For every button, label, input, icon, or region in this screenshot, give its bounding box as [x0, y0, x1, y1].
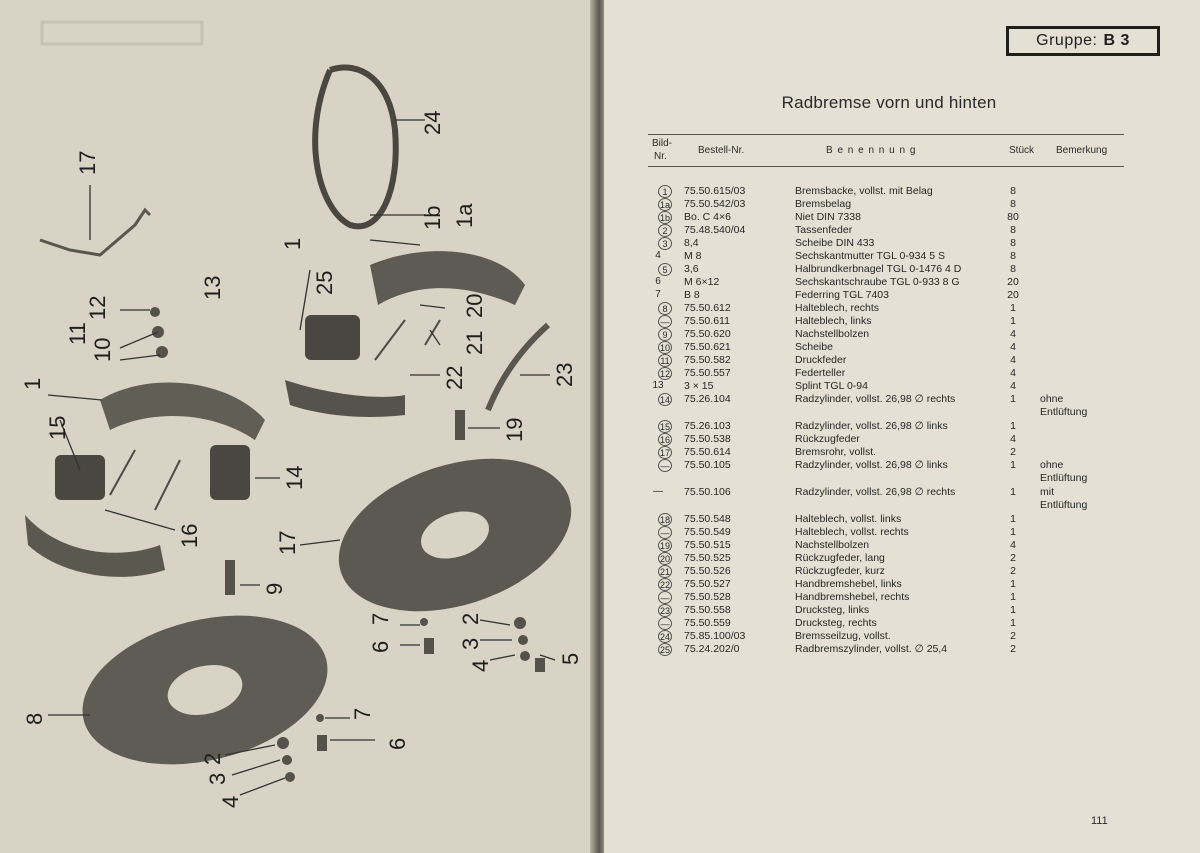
table-row	[604, 185, 1200, 198]
row-benennung: Nachstellbolzen	[795, 328, 870, 340]
callout-label: 11	[65, 322, 90, 345]
callout-label: 6	[368, 640, 393, 653]
circled-number-icon: 20	[659, 554, 670, 564]
callout-label: 9	[262, 582, 287, 595]
row-benennung: Halteblech, links	[795, 315, 872, 327]
callout-label: 1b	[420, 205, 445, 230]
row-benennung: Nachstellbolzen	[795, 539, 870, 551]
row-benennung: Druckfeder	[795, 354, 847, 366]
table-row	[604, 578, 1200, 591]
row-benennung: Rückzugfeder	[795, 433, 860, 445]
circled-number-icon: 1a	[659, 200, 670, 210]
table-row	[604, 552, 1200, 565]
row-benennung: Handbremshebel, links	[795, 578, 902, 590]
row-bemerkung: mit Entlüftung	[1040, 486, 1088, 511]
circled-number-icon: 1	[658, 185, 672, 198]
circled-number-icon: 1b	[659, 213, 670, 223]
table-row	[604, 513, 1200, 526]
callout-label: 20	[462, 293, 487, 318]
row-stueck: 2	[1010, 565, 1016, 577]
callout-label: 8	[22, 712, 47, 725]
row-bestell-nr: B 8	[684, 289, 700, 301]
row-benennung: Halteblech, vollst. links	[795, 513, 902, 525]
callout-label: 21	[462, 330, 487, 355]
group-code: B 3	[1103, 32, 1130, 49]
row-stueck: 4	[1010, 341, 1016, 353]
table-row	[604, 604, 1200, 617]
row-stueck: 8	[1010, 237, 1016, 249]
header-rule-bottom	[648, 166, 1124, 167]
circled-number-icon: 24	[659, 632, 670, 642]
table-row	[604, 643, 1200, 656]
row-bestell-nr: 75.50.526	[684, 565, 731, 577]
exploded-view-drawing	[0, 0, 597, 853]
callout-label: 17	[75, 150, 100, 175]
table-row	[604, 354, 1200, 367]
callout-label: 19	[502, 417, 527, 442]
row-bild-nr: 7	[655, 289, 661, 300]
circled-number-icon: 25	[659, 645, 670, 655]
row-bestell-nr: 75.50.620	[684, 328, 731, 340]
circled-number-icon: 3	[658, 237, 672, 250]
callout-label: 22	[442, 365, 467, 390]
row-bestell-nr: 75.50.525	[684, 552, 731, 564]
row-benennung: Rückzugfeder, lang	[795, 552, 885, 564]
circled-number-icon: —	[658, 459, 672, 472]
table-row	[604, 433, 1200, 446]
callout-label: 1	[20, 377, 45, 390]
table-row	[604, 315, 1200, 328]
row-benennung: Bremsbacke, vollst. mit Belag	[795, 185, 933, 197]
row-benennung: Tassenfeder	[795, 224, 853, 236]
circled-number-icon: 10	[659, 343, 670, 353]
callout-label: 10	[90, 337, 115, 362]
row-bestell-nr: 75.85.100/03	[684, 630, 746, 642]
circled-number-icon: —	[658, 315, 672, 328]
circled-number-icon: 11	[658, 354, 672, 367]
row-benennung: Scheibe DIN 433	[795, 237, 875, 249]
callout-label: 24	[420, 110, 445, 135]
row-stueck: 8	[1010, 224, 1016, 236]
table-row	[604, 526, 1200, 539]
row-benennung: Handbremshebel, rechts	[795, 591, 910, 603]
table-row	[604, 237, 1200, 250]
circled-number-icon: —	[658, 617, 672, 630]
row-stueck: 1	[1010, 302, 1016, 314]
table-row	[604, 459, 1200, 484]
row-bestell-nr: 75.50.549	[684, 526, 731, 538]
row-bestell-nr: 75.26.103	[684, 420, 731, 432]
circled-number-icon: 12	[659, 369, 670, 379]
table-row	[604, 591, 1200, 604]
table-row	[604, 393, 1200, 418]
row-bestell-nr: 3 × 15	[684, 380, 714, 392]
callout-label: 25	[312, 270, 337, 295]
row-bestell-nr: M 8	[684, 250, 702, 262]
circled-number-icon: 18	[659, 515, 670, 525]
callout-label: 3	[458, 637, 483, 650]
row-bestell-nr: 75.50.515	[684, 539, 731, 551]
row-bestell-nr: 75.50.582	[684, 354, 731, 366]
row-bestell-nr: 75.50.615/03	[684, 185, 746, 197]
table-row	[604, 250, 1200, 263]
circled-number-icon: 22	[659, 580, 670, 590]
row-benennung: Halbrundkerbnagel TGL 0-1476 4 D	[795, 263, 962, 275]
table-row	[604, 420, 1200, 433]
callout-label: 3	[205, 772, 230, 785]
row-benennung: Bremsseilzug, vollst.	[795, 630, 891, 642]
row-bestell-nr: 75.50.527	[684, 578, 731, 590]
header-bild: Bild-	[652, 138, 673, 149]
row-stueck: 1	[1010, 617, 1016, 629]
row-stueck: 4	[1010, 539, 1016, 551]
table-row	[604, 263, 1200, 276]
row-bild-nr: —	[653, 486, 663, 497]
row-bestell-nr: 75.24.202/0	[684, 643, 740, 655]
callout-label: 16	[177, 523, 202, 548]
row-bestell-nr: 75.50.614	[684, 446, 731, 458]
table-row	[604, 539, 1200, 552]
row-bild-nr: 4	[655, 250, 661, 261]
row-bemerkung: ohne Entlüftung	[1040, 459, 1088, 484]
row-bestell-nr: 75.50.542/03	[684, 198, 746, 210]
row-bestell-nr: 75.50.538	[684, 433, 731, 445]
circled-number-icon: 2	[658, 224, 672, 237]
table-row	[604, 276, 1200, 289]
row-bestell-nr: Bo. C 4×6	[684, 211, 731, 223]
callout-label: 23	[552, 362, 577, 387]
row-stueck: 4	[1010, 433, 1016, 445]
row-stueck: 1	[1010, 578, 1016, 590]
row-bestell-nr: 75.50.528	[684, 591, 731, 603]
row-benennung: Halteblech, rechts	[795, 302, 880, 314]
row-stueck: 8	[1010, 250, 1016, 262]
table-row	[604, 565, 1200, 578]
row-bestell-nr: 75.50.548	[684, 513, 731, 525]
group-box	[1006, 26, 1160, 56]
callout-label: 4	[468, 659, 493, 672]
row-stueck: 1	[1010, 526, 1016, 538]
circled-number-icon: —	[658, 591, 672, 604]
row-stueck: 80	[1007, 211, 1019, 223]
callout-label: 4	[218, 795, 243, 808]
callout-label: 15	[45, 415, 70, 440]
callout-label: 12	[85, 295, 110, 320]
table-row	[604, 198, 1200, 211]
right-page-parts-list	[604, 0, 1200, 853]
row-bestell-nr: 75.50.559	[684, 617, 731, 629]
page-title: Radbremse vorn und hinten	[781, 93, 997, 112]
circled-number-icon: —	[658, 526, 672, 539]
backing-plate-icon	[67, 431, 591, 788]
row-benennung: Bremsrohr, vollst.	[795, 446, 877, 458]
table-row	[604, 367, 1200, 380]
row-bestell-nr: 75.50.611	[684, 315, 730, 327]
row-benennung: Drucksteg, rechts	[795, 617, 877, 629]
row-bestell-nr: 75.50.621	[684, 341, 731, 353]
row-bestell-nr: M 6×12	[684, 276, 720, 288]
row-stueck: 1	[1010, 420, 1016, 432]
circled-number-icon: 5	[658, 263, 672, 276]
header-bestell-nr: Bestell-Nr.	[698, 145, 745, 156]
row-stueck: 2	[1010, 552, 1016, 564]
row-stueck: 8	[1010, 185, 1016, 197]
table-row	[604, 486, 1200, 511]
row-stueck: 1	[1010, 591, 1016, 603]
row-stueck: 2	[1010, 446, 1016, 458]
table-row	[604, 446, 1200, 459]
row-benennung: Radzylinder, vollst. 26,98 ∅ links	[795, 459, 948, 471]
row-stueck: 2	[1010, 630, 1016, 642]
table-row	[604, 328, 1200, 341]
row-benennung: Sechskantschraube TGL 0-933 8 G	[795, 276, 960, 288]
row-bestell-nr: 75.50.612	[684, 302, 731, 314]
table-row	[604, 630, 1200, 643]
hand-brake-lever-icon	[488, 325, 548, 410]
left-page-figure	[0, 0, 597, 853]
callout-label: 5	[558, 652, 583, 665]
row-stueck: 1	[1010, 459, 1016, 471]
callout-label: 13	[200, 275, 225, 300]
callout-label: 14	[282, 465, 307, 490]
table-row	[604, 380, 1200, 393]
callout-label: 1a	[452, 203, 477, 228]
row-benennung: Drucksteg, links	[795, 604, 870, 616]
row-stueck: 1	[1010, 604, 1016, 616]
row-stueck: 1	[1010, 315, 1016, 327]
row-bestell-nr: 3,6	[684, 263, 699, 275]
header-nr: Nr.	[654, 151, 667, 162]
row-bemerkung: ohne Entlüftung	[1040, 393, 1088, 418]
page-number: 111	[1091, 815, 1108, 827]
circled-number-icon: 15	[659, 422, 670, 432]
row-benennung: Sechskantmutter TGL 0-934 5 S	[795, 250, 945, 262]
row-benennung: Halteblech, vollst. rechts	[795, 526, 909, 538]
brake-pipe-icon	[40, 210, 150, 255]
header-stueck: Stück	[1009, 145, 1035, 156]
row-bestell-nr: 75.48.540/04	[684, 224, 746, 236]
row-bild-nr: 13	[652, 380, 664, 391]
row-benennung: Radzylinder, vollst. 26,98 ∅ rechts	[795, 486, 956, 498]
circled-number-icon: 14	[659, 395, 670, 405]
row-benennung: Scheibe	[795, 341, 833, 353]
row-stueck: 20	[1007, 276, 1019, 288]
callout-label: 6	[385, 737, 410, 750]
row-bild-nr: 6	[655, 276, 661, 287]
table-row	[604, 211, 1200, 224]
table-row	[604, 341, 1200, 354]
row-stueck: 8	[1010, 198, 1016, 210]
row-stueck: 1	[1010, 393, 1016, 405]
circled-number-icon: 16	[659, 435, 670, 445]
row-stueck: 4	[1010, 328, 1016, 340]
row-benennung: Federring TGL 7403	[795, 289, 889, 301]
table-row	[604, 224, 1200, 237]
row-stueck: 8	[1010, 263, 1016, 275]
circled-number-icon: 23	[659, 606, 670, 616]
row-benennung: Niet DIN 7338	[795, 211, 861, 223]
row-benennung: Radzylinder, vollst. 26,98 ∅ links	[795, 420, 948, 432]
callout-label: 2	[458, 612, 483, 625]
row-benennung: Bremsbelag	[795, 198, 852, 210]
group-label: Gruppe:	[1036, 32, 1098, 49]
row-bestell-nr: 75.26.104	[684, 393, 731, 405]
header-bemerkung: Bemerkung	[1056, 145, 1108, 156]
row-stueck: 1	[1010, 486, 1016, 498]
header-rule-top	[648, 134, 1124, 135]
brake-cable-icon	[315, 68, 396, 227]
callout-label: 7	[368, 612, 393, 625]
row-bestell-nr: 75.50.106	[684, 486, 731, 498]
row-stueck: 4	[1010, 380, 1016, 392]
callout-label: 1	[280, 237, 305, 250]
circled-number-icon: 21	[659, 567, 670, 577]
circled-number-icon: 17	[659, 448, 670, 458]
row-benennung: Radbremszylinder, vollst. ∅ 25,4	[795, 643, 948, 655]
callout-label: 2	[200, 752, 225, 765]
row-benennung: Federteller	[795, 367, 846, 379]
row-benennung: Splint TGL 0-94	[795, 380, 868, 392]
header-benennung: B e n e n n u n g	[826, 145, 917, 156]
table-row	[604, 302, 1200, 315]
row-stueck: 1	[1010, 513, 1016, 525]
table-row	[604, 289, 1200, 302]
circled-number-icon: 9	[658, 328, 672, 341]
circled-number-icon: 19	[659, 541, 670, 551]
row-bestell-nr: 75.50.558	[684, 604, 731, 616]
table-row	[604, 617, 1200, 630]
row-benennung: Rückzugfeder, kurz	[795, 565, 885, 577]
row-stueck: 4	[1010, 354, 1016, 366]
row-benennung: Radzylinder, vollst. 26,98 ∅ rechts	[795, 393, 956, 405]
callout-label: 7	[350, 707, 375, 720]
circled-number-icon: 8	[658, 302, 672, 315]
row-bestell-nr: 75.50.105	[684, 459, 731, 471]
row-stueck: 20	[1007, 289, 1019, 301]
row-stueck: 4	[1010, 367, 1016, 379]
callout-label: 17	[275, 530, 300, 555]
row-bestell-nr: 75.50.557	[684, 367, 731, 379]
row-bestell-nr: 8,4	[684, 237, 699, 249]
row-stueck: 2	[1010, 643, 1016, 655]
